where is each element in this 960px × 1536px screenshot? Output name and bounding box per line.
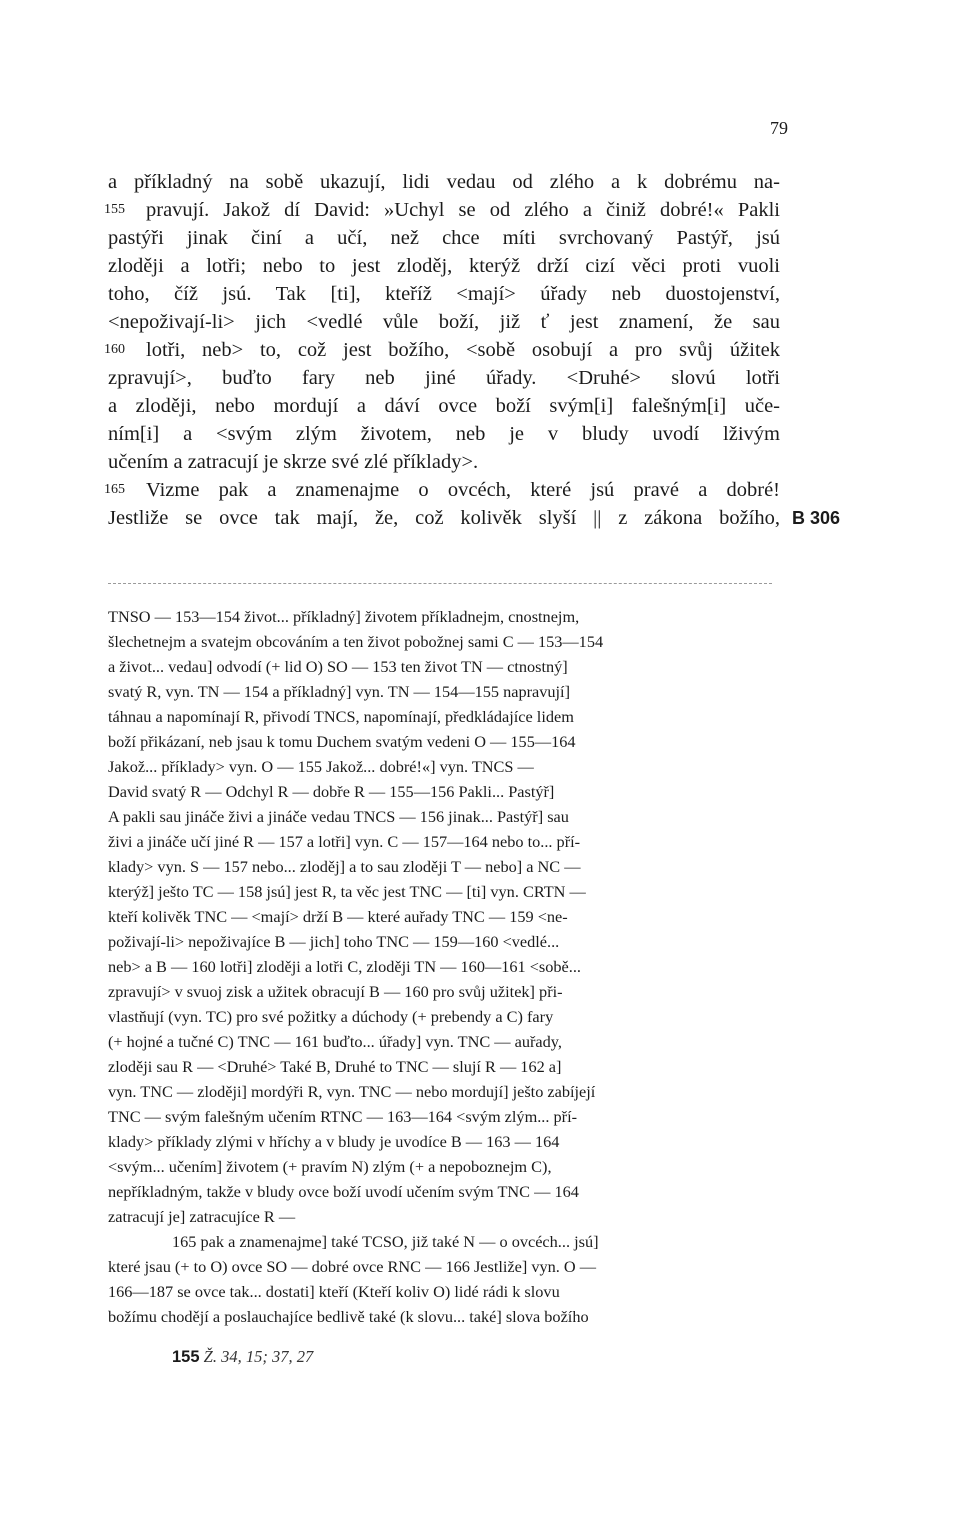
critical-apparatus xyxy=(108,604,780,1329)
line-number: 165 xyxy=(104,482,125,497)
line-number: 155 xyxy=(104,202,125,217)
apparatus-line: klady> příklady zlými v hříchy a v bludy je uvodíce B — 163 — 164 xyxy=(108,1132,560,1151)
side-reference: B 306 xyxy=(792,508,841,528)
main-line xyxy=(0,448,960,476)
main-line xyxy=(0,280,960,308)
apparatus-line: boží přikázaní, neb jsau k tomu Duchem svatým vedeni O — 155—164 xyxy=(108,732,576,751)
main-line-text: lotři, neb> to, což jest božího, <sobě osobují a pro svůj úžitek xyxy=(146,339,780,361)
apparatus-line: nepříkladným, takže v bludy ovce boží uvodí učením svým TNC — 164 xyxy=(108,1182,579,1201)
line-number: 160 xyxy=(104,342,125,357)
main-line-text: Jestliže se ovce tak mají, že, což kolivěk slyší || z zákona božího, xyxy=(108,507,780,529)
apparatus-line: vyn. TNC — zloději] mordýři R, vyn. TNC — nebo mordují] ješto zabíjejí xyxy=(108,1082,596,1101)
main-text xyxy=(0,168,960,532)
apparatus-line: kteří kolivěk TNC — <mají> drží B — které auřady TNC — 159 <ne- xyxy=(108,907,568,926)
apparatus-line: zpravují> v svuoj zisk a užitek obracují B — 160 pro svůj užitek] při- xyxy=(108,982,563,1001)
apparatus-line: a život... vedau] odvodí (+ lid O) SO — 153 ten život TN — ctnostný] xyxy=(108,657,568,676)
apparatus-line: 166—187 se ovce tak... dostati] kteří (Kteří koliv O) lidé rádi k slovu xyxy=(108,1282,560,1301)
apparatus-line: klady> vyn. S — 157 nebo... zloděj] a to sau zloději T — nebo] a NC — xyxy=(108,857,581,876)
main-line xyxy=(0,308,960,336)
apparatus-line: kterýž] ješto TC — 158 jsú] jest R, ta věc jest TNC — [ti] vyn. CRTN — xyxy=(108,882,586,901)
main-line-text: učením a zatracují je skrze své zlé příklady>. xyxy=(108,451,479,473)
apparatus-line: A pakli sau jináče živi a jináče vedau TNCS — 156 jinak... Pastýř] sau xyxy=(108,807,569,826)
main-line-text: zpravují>, buďto fary neb jiné úřady. <Druhé> slovú lotři xyxy=(108,367,780,389)
main-line xyxy=(0,252,960,280)
main-line xyxy=(0,504,960,532)
footnote-divider xyxy=(108,583,772,584)
apparatus-line: vlastňují (vyn. TC) pro své požitky a dúchody (+ prebendy a C) fary xyxy=(108,1007,554,1026)
apparatus-line: David svatý R — Odchyl R — dobře R — 155—156 Pakli... Pastýř] xyxy=(108,782,555,801)
apparatus-line: TNC — svým falešným učením RTNC — 163—164 <svým zlým... pří- xyxy=(108,1107,578,1126)
apparatus-line: které jsau (+ to O) ovce SO — dobré ovce RNC — 166 Jestliže] vyn. O — xyxy=(108,1257,597,1276)
apparatus-line: táhnau a napomínají R, přivodí TNCS, napomínají, předkládajíce lidem xyxy=(108,707,574,726)
apparatus-line: poživají-li> nepoživajíce B — jich] toho TNC — 159—160 <vedlé... xyxy=(108,932,560,951)
bible-reference-line: 155 xyxy=(172,1348,200,1366)
page-number: 79 xyxy=(770,118,788,138)
main-line-text: zloději a lotři; nebo to jest zloděj, kterýž drží cizí věci proti vuoli xyxy=(108,255,780,277)
bible-reference xyxy=(172,1347,313,1367)
apparatus-line: zloději sau R — <Druhé> Také B, Druhé to TNC — slují R — 162 a] xyxy=(108,1057,562,1076)
apparatus-line: Jakož... příklady> vyn. O — 155 Jakož... dobré!«] vyn. TNCS — xyxy=(108,757,534,776)
apparatus-line: TNSO — 153—154 život... příkladný] životem příkladnejm, cnostnejm, xyxy=(108,607,580,626)
main-line-text: <nepoživají-li> jich <vedlé vůle boží, již ť jest znamení, že sau xyxy=(108,311,780,333)
apparatus-line: šlechetnejm a svatejm obcováním a ten život pobožnej sami C — 153—154 xyxy=(108,632,604,651)
main-line-text: a zloději, nebo mordují a dáví ovce boží svým[i] falešným[i] uče- xyxy=(108,395,780,417)
apparatus-line: zatracují je] zatracujíce R — xyxy=(108,1207,296,1226)
main-line xyxy=(0,336,960,364)
main-line xyxy=(0,420,960,448)
main-line xyxy=(0,392,960,420)
main-line-text: pravují. Jakož dí David: »Uchyl se od zlého a činiž dobré!« Pakli xyxy=(146,199,780,221)
main-line-text: toho, číž jsú. Tak [ti], kteříž <mají> úřady neb duostojenství, xyxy=(108,283,780,305)
main-line-text: ním[i] a <svým zlým životem, neb je v bludy uvodí lživým xyxy=(108,423,780,445)
main-line xyxy=(0,224,960,252)
main-line xyxy=(0,364,960,392)
apparatus-line: živi a jináče učí jiné R — 157 a lotři] vyn. C — 157—164 nebo to... pří- xyxy=(108,832,581,851)
apparatus-line: 165 pak a znamenajme] také TCSO, již také N — o ovcéch... jsú] xyxy=(172,1232,599,1251)
main-line-text: Vizme pak a znamenajme o ovcéch, které jsú pravé a dobré! xyxy=(146,479,780,501)
bible-reference-citation: Ž. 34, 15; 37, 27 xyxy=(203,1347,314,1366)
apparatus-line: božímu chodějí a poslauchajíce bedlivě také (k slovu... také] slova božího xyxy=(108,1307,589,1326)
main-line xyxy=(0,476,960,504)
main-line xyxy=(0,168,960,196)
apparatus-line: (+ hojné a tučné C) TNC — 161 buďto... úřady] vyn. TNC — auřady, xyxy=(108,1032,562,1051)
main-line xyxy=(0,196,960,224)
main-line-text: a příkladný na sobě ukazují, lidi vedau od zlého a k dobrému na- xyxy=(108,171,780,193)
main-line-text: pastýři jinak činí a učí, než chce míti svrchovaný Pastýř, jsú xyxy=(108,227,780,249)
apparatus-line: svatý R, vyn. TN — 154 a příkladný] vyn. TN — 154—155 napravují] xyxy=(108,682,571,701)
apparatus-line: neb> a B — 160 lotři] zloději a lotři C, zloději TN — 160—161 <sobě... xyxy=(108,957,581,976)
apparatus-line: <svým... učením] životem (+ pravím N) zlým (+ a nepoboznejm C), xyxy=(108,1157,552,1176)
